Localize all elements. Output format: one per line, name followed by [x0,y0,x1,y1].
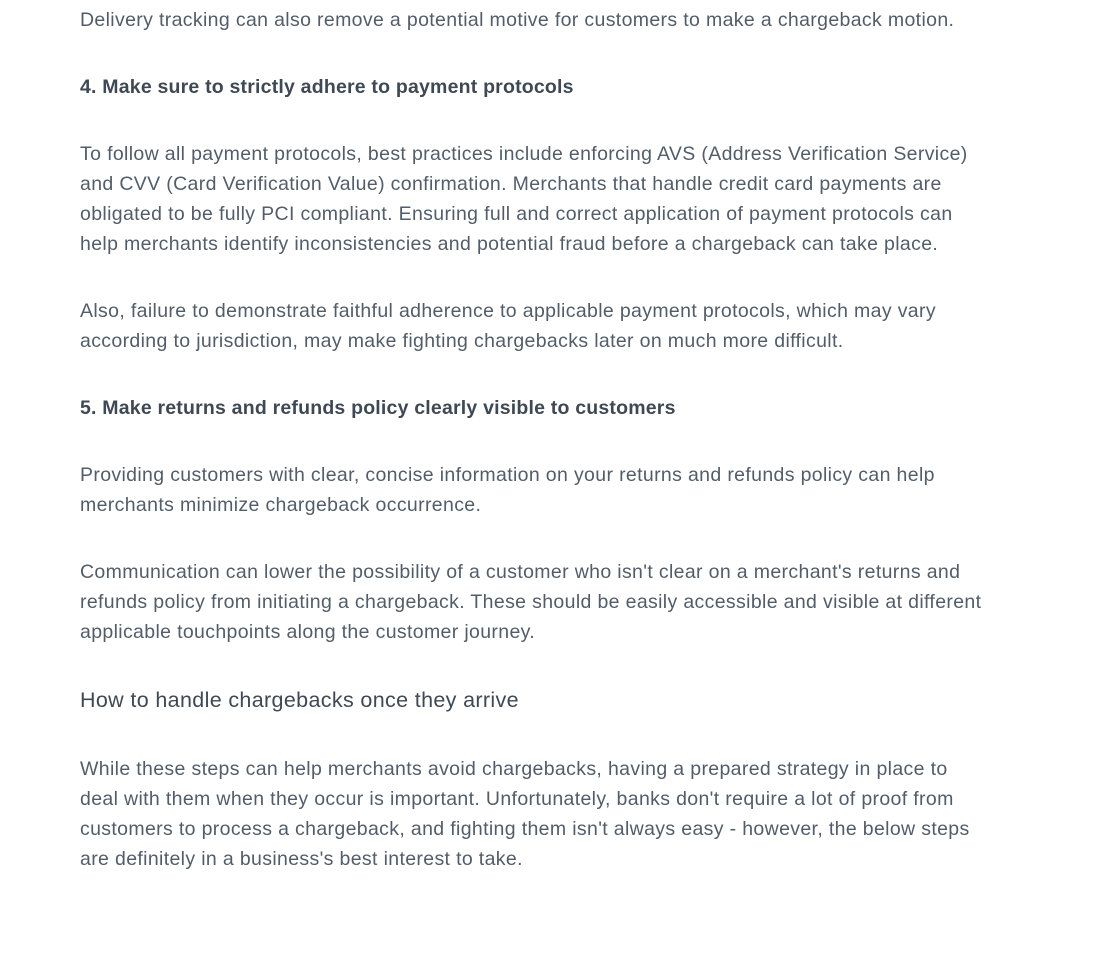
paragraph-protocol-adherence: Also, failure to demonstrate faithful adherence to applicable payment protocols, which may vary according to jurisdiction, may make fighting chargebacks later on much more difficult. [80,300,936,352]
step-heading-returns-policy: 5. Make returns and refunds policy clearly visible to customers [80,397,676,419]
step-heading-payment-protocols: 4. Make sure to strictly adhere to payment protocols [80,76,574,98]
article-body [80,5,990,874]
paragraph-delivery-tracking: Delivery tracking can also remove a potential motive for customers to make a chargeback motion. [80,9,955,31]
section-heading-handle-chargebacks: How to handle chargebacks once they arrive [80,688,519,712]
paragraph-handle-chargebacks: While these steps can help merchants avoid chargebacks, having a prepared strategy in place to deal with them when they occur is important. Unfortunately, banks don't require a lot of proof from customers to process a chargeback, and fighting them isn't always easy - however, the below steps are definitely in a business's best interest to take. [80,758,970,870]
paragraph-payment-protocols: To follow all payment protocols, best practices include enforcing AVS (Address Verification Service) and CVV (Card Verification Value) confirmation. Merchants that handle credit card payments are obligated to be fully PCI compliant. Ensuring full and correct application of payment protocols can help merchants identify inconsistencies and potential fraud before a chargeback can take place. [80,143,968,255]
paragraph-returns-communication: Communication can lower the possibility of a customer who isn't clear on a merchant's returns and refunds policy from initiating a chargeback. These should be easily accessible and visible at different applicable touchpoints along the customer journey. [80,561,982,643]
paragraph-returns-info: Providing customers with clear, concise information on your returns and refunds policy can help merchants minimize chargeback occurrence. [80,464,935,516]
